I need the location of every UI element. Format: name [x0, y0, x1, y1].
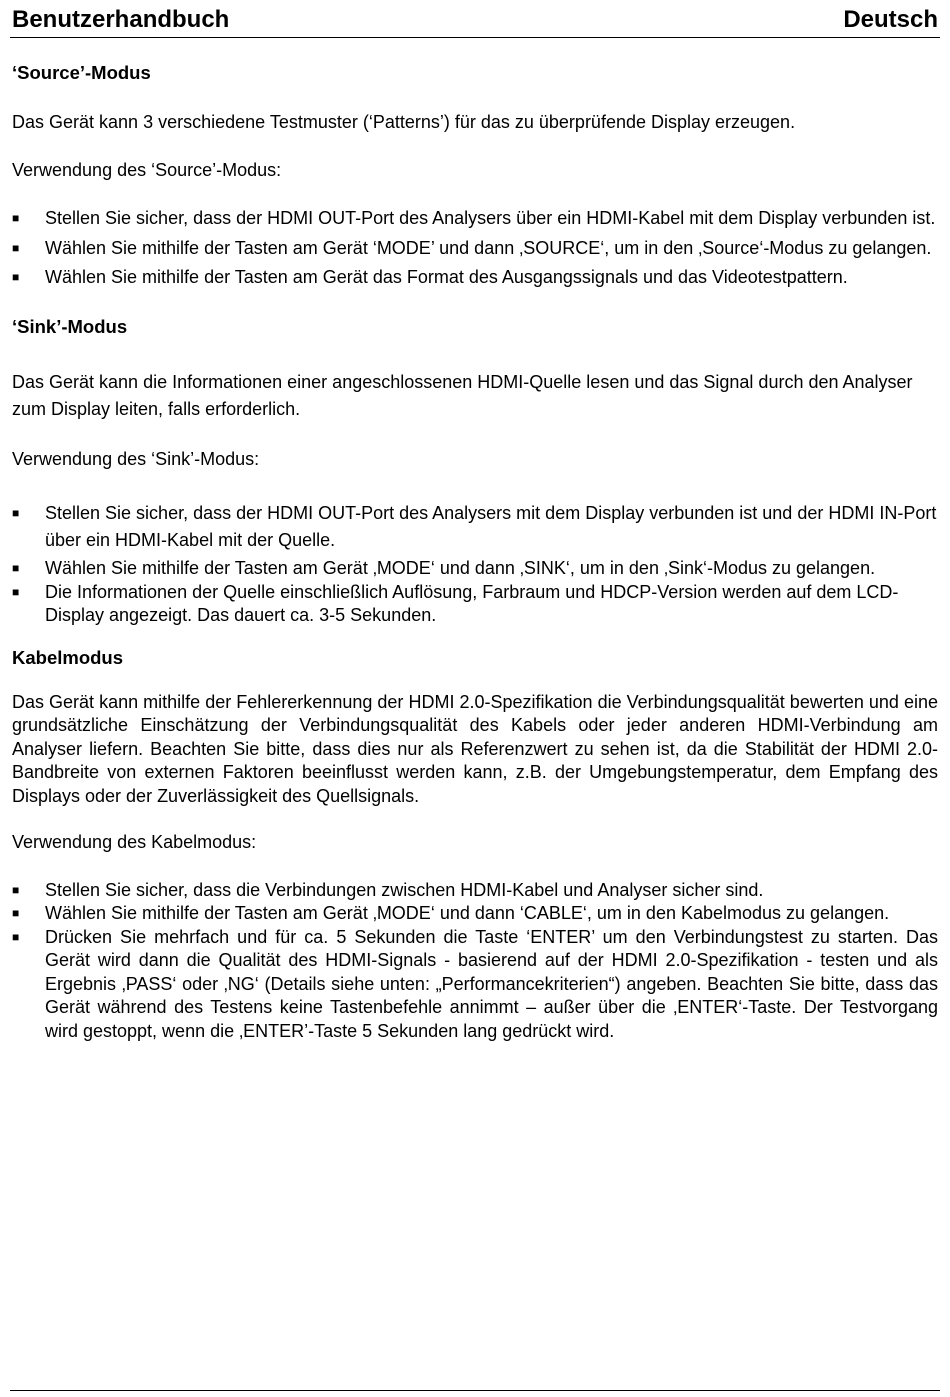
list-item: ■ Drücken Sie mehrfach und für ca. 5 Sekunden die Taste ‘ENTER’ um den Verbindungstest zu starten. Das Gerät wird dann die Qualität des HDMI-Signals - basierend auf der HDMI 2.0-Spezifikation - testen und als Ergebnis ‚PASS‘ oder ‚NG‘ (Details siehe unten: „Performancekriterien“) angeben. Beachten Sie bitte, dass das Gerät während des Testens keine Tastenbefehle annimmt – außer über die ‚ENTER‘-Taste. Der Testvorgang wird gestoppt, wenn die ‚ENTER’-Taste 5 Sekunden lang gedrückt wird. — [12, 926, 938, 1041]
source-usage: Verwendung des ‘Source’-Modus: — [12, 159, 282, 180]
source-heading: ‘Source’-Modus — [12, 62, 151, 83]
bullet-icon: ■ — [12, 929, 20, 944]
list-item: ■ Wählen Sie mithilfe der Tasten am Gerät ‚MODE‘ und dann ‚SINK‘, um in den ‚Sink‘-Modus zu gelangen. — [12, 557, 938, 581]
cable-heading: Kabelmodus — [12, 646, 124, 668]
bullet-icon: ■ — [12, 561, 20, 575]
list-item: ■ Wählen Sie mithilfe der Tasten am Gerät ‘MODE’ und dann ‚SOURCE‘, um in den ‚Source‘-Modus zu gelangen. — [12, 237, 938, 261]
list-item: ■ Stellen Sie sicher, dass der HDMI OUT-Port des Analysers über ein HDMI-Kabel mit dem Display verbunden ist. — [12, 207, 938, 231]
cable-intro: Das Gerät kann mithilfe der Fehlererkennung der HDMI 2.0-Spezifikation die Verbindungsqualität bewerten und eine grundsätzliche Einschätzung der Verbindungsqualität des Kabels oder jeder anderen HDMI-Verbindung am Analyser liefern. Beachten Sie bitte, dass dies nur als Referenzwert zu sehen ist, da die Stabilität der HDMI 2.0-Bandbreite von externen Faktoren beeinflusst werden kann, z.B. der Umgebungstemperatur, dem Empfang des Displays oder der Zuverlässigkeit des Quellsignals. — [12, 691, 938, 806]
bullet-icon: ■ — [12, 906, 20, 920]
list-item: ■ Wählen Sie mithilfe der Tasten am Gerät ‚MODE‘ und dann ‘CABLE‘, um in den Kabelmodus zu gelangen. — [12, 902, 938, 926]
document-title: Benutzerhandbuch — [12, 6, 230, 33]
cable-usage: Verwendung des Kabelmodus: — [12, 832, 257, 852]
source-intro: Das Gerät kann 3 verschiedene Testmuster (‘Patterns’) für das zu überprüfende Display erzeugen. — [12, 112, 796, 132]
list-item: ■ Stellen Sie sicher, dass der HDMI OUT-Port des Analysers mit dem Display verbunden ist und der HDMI IN-Port über ein HDMI-Kabel mit der Quelle. — [12, 500, 938, 554]
bullet-icon: ■ — [12, 270, 20, 284]
cable-steps — [12, 879, 938, 1044]
language-label: Deutsch — [843, 6, 938, 33]
sink-steps — [12, 500, 938, 628]
page-header — [10, 4, 940, 38]
sink-usage: Verwendung des ‘Sink’-Modus: — [12, 448, 260, 469]
bullet-icon: ■ — [12, 584, 20, 599]
bullet-icon: ■ — [12, 882, 20, 897]
list-item: ■ Wählen Sie mithilfe der Tasten am Gerät das Format des Ausgangssignals und das Videotestpattern. — [12, 266, 938, 290]
bullet-icon: ■ — [12, 211, 20, 225]
list-item: ■ Die Informationen der Quelle einschließlich Auflösung, Farbraum und HDCP-Version werden auf dem LCD-Display angezeigt. Das dauert ca. 3-5 Sekunden. — [12, 581, 899, 625]
sink-heading: ‘Sink’-Modus — [12, 315, 128, 337]
list-item: ■ Stellen Sie sicher, dass die Verbindungen zwischen HDMI-Kabel und Analyser sicher sind. — [12, 879, 938, 903]
footer-divider — [10, 1390, 940, 1391]
bullet-icon: ■ — [12, 506, 20, 520]
page-content — [12, 60, 938, 1043]
bullet-icon: ■ — [12, 240, 20, 255]
source-steps — [12, 207, 938, 290]
sink-intro: Das Gerät kann die Informationen einer angeschlossenen HDMI-Quelle lesen und das Signal durch den Analyser zum Display leiten, falls erforderlich. — [12, 371, 913, 419]
